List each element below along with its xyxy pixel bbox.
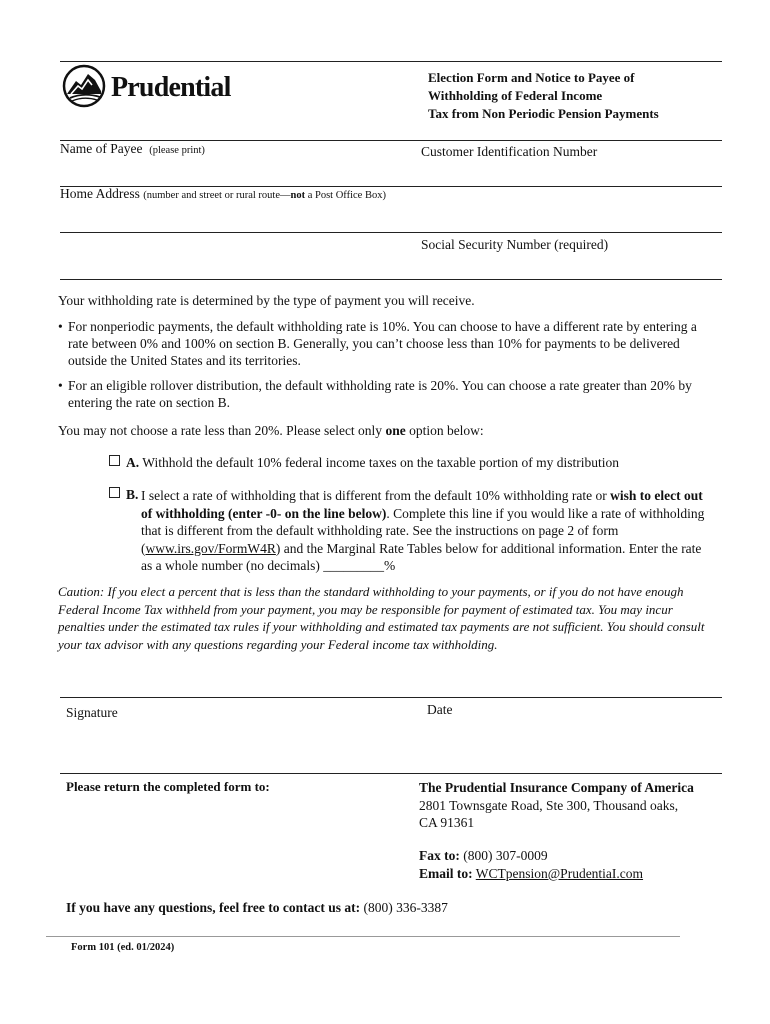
payee-name-title: Name of Payee bbox=[60, 141, 143, 156]
home-address-field-line[interactable] bbox=[60, 232, 722, 233]
signature-label: Signature bbox=[66, 705, 118, 720]
option-a-letter: A. bbox=[126, 455, 140, 470]
footer-rule bbox=[46, 936, 680, 937]
home-address-hint: (number and street or rural route—not a Post Office Box) bbox=[143, 190, 386, 201]
customer-id-label: Customer Identification Number bbox=[421, 144, 598, 159]
option-a-text: Withhold the default 10% federal income taxes on the taxable portion of my distribution bbox=[142, 455, 619, 470]
bullet-dot: • bbox=[58, 378, 63, 393]
contact-block bbox=[419, 847, 643, 882]
return-label: Please return the completed form to: bbox=[66, 779, 270, 794]
form-title-line: Tax from Non Periodic Pension Payments bbox=[428, 106, 659, 121]
form-title bbox=[428, 69, 659, 123]
irs-form-link[interactable]: www.irs.gov/FormW4R bbox=[145, 540, 276, 556]
choose-instruction: You may not choose a rate less than 20%. Please select only one option below: bbox=[58, 423, 484, 438]
brand-wordmark: Prudential bbox=[111, 72, 231, 103]
option-b-text: I select a rate of withholding that is different from the default 10% withholding rate or wish to elect out of withholding (enter -0- on the line below). Complete this line if you would like a rate of withholding that is different from the default withholding rate. See the instructions on page 2 of form (www.irs.gov/FormW4R) and the Marginal Rate Tables below for additional information. Enter the rate as a whole number (no decimals) _________% bbox=[141, 488, 705, 573]
bullet-item bbox=[58, 318, 718, 369]
rate-input-blank[interactable]: _________ bbox=[323, 558, 384, 573]
questions-line: If you have any questions, feel free to contact us at: (800) 336-3387 bbox=[66, 900, 448, 915]
top-rule bbox=[60, 61, 722, 62]
form-title-line: Withholding of Federal Income bbox=[428, 88, 603, 103]
signature-field-line[interactable] bbox=[60, 773, 722, 774]
payee-name-label bbox=[60, 141, 205, 157]
fax-line: Fax to: (800) 307-0009 bbox=[419, 848, 548, 863]
company-name: The Prudential Insurance Company of America bbox=[419, 780, 694, 795]
option-a-checkbox[interactable] bbox=[109, 455, 120, 466]
email-line: Email to: WCTpension@PrudentiaI.com bbox=[419, 865, 644, 881]
home-address-label bbox=[60, 186, 386, 202]
address-line: CA 91361 bbox=[419, 815, 475, 830]
return-address bbox=[419, 779, 719, 832]
signature-rule bbox=[60, 697, 722, 698]
form-id: Form 101 (ed. 01/2024) bbox=[71, 942, 175, 953]
intro-text: Your withholding rate is determined by the type of payment you will receive. bbox=[58, 293, 475, 308]
payee-name-hint: (please print) bbox=[149, 145, 205, 156]
address-line: 2801 Townsgate Road, Ste 300, Thousand oaks, bbox=[419, 797, 679, 813]
date-label: Date bbox=[427, 702, 453, 717]
option-b-letter: B. bbox=[126, 487, 139, 502]
option-b-checkbox[interactable] bbox=[109, 487, 120, 498]
ssn-field-line[interactable] bbox=[60, 279, 722, 280]
caution-text: Caution: If you elect a percent that is less than the standard withholding to your payments, or if you do not have enough Federal Income Tax withheld from your payment, you may be responsible for payment of estimated tax. You may incur penalties under the estimated tax rules if your withholding and estimated tax payments are not sufficient. You should consult your tax advisor with any questions regarding your Federal income tax withholding. bbox=[58, 584, 705, 652]
form-title-line: Election Form and Notice to Payee of bbox=[428, 70, 635, 85]
bullet-dot: • bbox=[58, 319, 63, 334]
bullet-text: For nonperiodic payments, the default withholding rate is 10%. You can choose to have a different rate by entering a rate between 0% and 100% on section B. Generally, you can’t choose less than 10% for payments to be delivered outside the United States and its territories. bbox=[68, 319, 697, 368]
bullet-text: For an eligible rollover distribution, the default withholding rate is 20%. You can choose a rate greater than 20% by entering the rate on section B. bbox=[68, 378, 692, 410]
bullet-item bbox=[58, 377, 718, 411]
option-b-marker bbox=[109, 487, 138, 503]
rock-logo-icon bbox=[62, 64, 106, 108]
email-link[interactable]: WCTpension@PrudentiaI.com bbox=[475, 865, 644, 881]
home-address-title: Home Address bbox=[60, 186, 140, 201]
option-a bbox=[109, 455, 619, 471]
ssn-label: Social Security Number (required) bbox=[421, 237, 609, 252]
